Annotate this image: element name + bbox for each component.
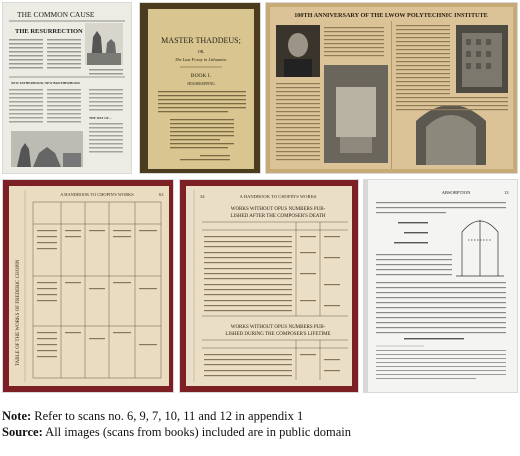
subhead-2: THE WAY OF ... — [89, 116, 112, 120]
scan-common-cause — [3, 3, 131, 173]
note-text: Refer to scans no. 6, 9, 7, 10, 11 and 12 in appendix 1 — [31, 409, 304, 423]
section-title-1: WORKS WITHOUT OPUS NUMBERS PUB- — [230, 207, 326, 212]
source-text: All images (scans from books) included are in public domain — [42, 425, 352, 439]
scan-chopin-table — [3, 180, 173, 392]
source-line — [2, 424, 518, 440]
thaddeus-page — [140, 3, 260, 173]
common-cause-page — [3, 3, 131, 173]
scan-lwow-polytechnic — [266, 3, 517, 173]
absorption-page — [364, 180, 517, 392]
section-title-2: WORKS WITHOUT OPUS NUMBERS PUB- — [230, 325, 326, 330]
page-header: ABSORPTION — [441, 190, 471, 195]
subtitle-or: OR, — [197, 49, 205, 54]
headline: THE RESURRECTION — [15, 28, 83, 35]
page-header: A HANDBOOK TO CHOPIN'S WORKS — [239, 194, 317, 199]
page-header: A HANDBOOK TO CHOPIN'S WORKS — [60, 192, 134, 197]
chopin-table-page — [3, 180, 173, 392]
scan-absorption — [364, 180, 517, 392]
subtitle: The Last Foray in Lithuania. — [174, 57, 228, 62]
section-title-2b: LISHED DURING THE COMPOSER'S LIFETIME — [225, 332, 331, 337]
subhead-1: NEW FATHERHOOD, NEW BROTHERHOOD — [11, 81, 80, 85]
figure-caption — [2, 408, 518, 440]
page-number: 13 — [504, 190, 509, 195]
section-title-1b: LISHED AFTER THE COMPOSER'S DEATH — [230, 214, 326, 219]
masthead: THE COMMON CAUSE — [17, 10, 95, 19]
note-line — [2, 408, 518, 424]
source-label: Source: — [2, 425, 43, 439]
scan-master-thaddeus — [140, 3, 260, 173]
chopin-opus-page — [180, 180, 358, 392]
scan-chopin-opus — [180, 180, 358, 392]
lwow-spread — [266, 3, 517, 173]
note-label: Note: — [2, 409, 32, 423]
title: MASTER THADDEUS; — [161, 36, 241, 45]
side-title: TABLE OF THE WORKS OF FREDERIC CHOPIN — [16, 259, 21, 366]
page-number: 34 — [200, 194, 205, 199]
book-number: BOOK I. — [190, 73, 212, 79]
article-header: 100TH ANNIVERSARY OF THE LWOW POLYTECHNIC INSTITUTE — [294, 12, 488, 19]
chapter-title: HOUSEKEEPING — [187, 82, 215, 86]
page-number: 63 — [159, 192, 164, 197]
